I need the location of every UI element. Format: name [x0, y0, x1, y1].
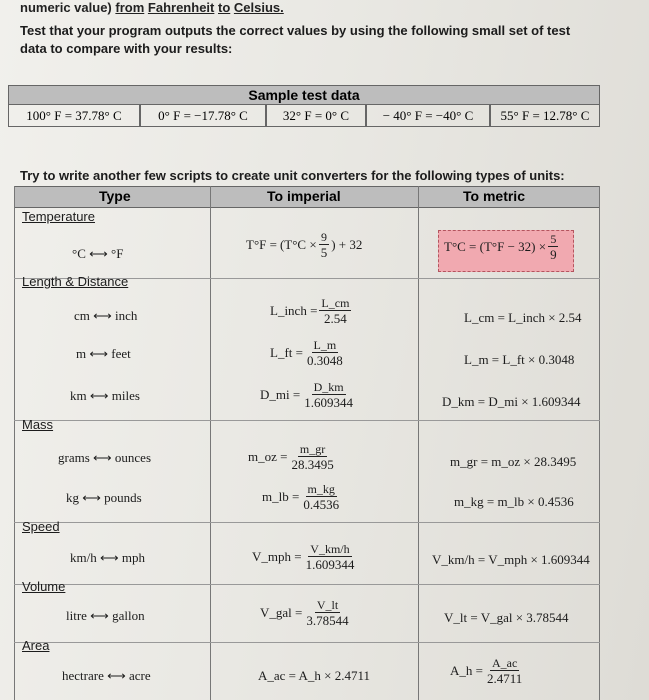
intro-line-1: Test that your program outputs the correct values by using the following small set of test [20, 23, 571, 38]
unit-hectare: hectrare ⟷ acre [62, 668, 151, 683]
formula-mph: V_mph = $\frac{V\_km/h}{1.609344}$ [252, 542, 355, 572]
formula-kg: m_kg = m_lb × 0.4536 [454, 494, 574, 509]
unit-kg: kg ⟷ pounds [66, 490, 142, 505]
formula-m: L_m = L_ft × 0.3048 [464, 352, 575, 367]
formula-ounces: m_oz = $\frac{m\_gr}{28.3495}$ [248, 442, 334, 472]
imp-lhs: T°F = [246, 237, 277, 252]
cut-line-from: from [115, 0, 145, 15]
formula-acre: A_ac = A_h × 2.4711 [258, 668, 371, 683]
section-area: Area [22, 638, 50, 653]
sample-cell: 100° F = 37.78° C [8, 105, 140, 127]
fraction: $\frac{9}{5}$ [320, 230, 328, 260]
formula-hectare: A_h = $\frac{A\_ac}{2.4711}$ [450, 656, 523, 686]
formula-to-fahrenheit [246, 230, 362, 260]
sample-cell: − 40° F = −40° C [366, 105, 490, 127]
formula-feet: L_ft = $\frac{L\_m}{0.3048}$ [270, 338, 343, 368]
intro-line-2: data to compare with your results: [20, 41, 233, 56]
formula-pounds: m_lb = $\frac{m\_kg}{0.4536}$ [262, 482, 340, 512]
section-temperature: Temperature [22, 209, 95, 224]
section-speed: Speed [22, 519, 60, 534]
formula-km: D_km = D_mi × 1.609344 [442, 394, 581, 409]
header-imperial: To imperial [267, 188, 341, 204]
cut-line-to: to [218, 0, 231, 15]
cut-line-prefix: numeric value) [20, 0, 112, 15]
header-type: Type [99, 188, 131, 204]
cut-line-fahrenheit: Fahrenheit [147, 0, 215, 15]
unit-kmh: km/h ⟷ mph [70, 550, 145, 565]
unit-temperature: °C ⟷ °F [72, 246, 124, 261]
formula-gallon: V_gal = $\frac{V\_lt}{3.78544}$ [260, 598, 349, 628]
unit-cm: cm ⟷ inch [74, 308, 138, 323]
formula-grams: m_gr = m_oz × 28.3495 [450, 454, 577, 469]
intro-paragraph [20, 22, 580, 58]
formula-to-celsius: T°C = (T°F − 32) × $\frac{5}{9}$ [444, 232, 557, 262]
table-header-row [14, 186, 600, 208]
formula-inch: L_inch = $\frac{L\_cm}{2.54}$ [270, 296, 350, 326]
header-metric: To metric [463, 188, 525, 204]
formula-cm: L_cm = L_inch × 2.54 [464, 310, 582, 325]
sample-cell: 0° F = −17.78° C [140, 105, 266, 127]
section-mass: Mass [22, 417, 54, 432]
formula-kmh: V_km/h = V_mph × 1.609344 [432, 552, 590, 567]
cut-off-line [20, 0, 284, 15]
unit-litre: litre ⟷ gallon [66, 608, 145, 623]
conversion-table [14, 186, 600, 700]
sample-cell: 55° F = 12.78° C [490, 105, 600, 127]
sample-cell: 32° F = 0° C [266, 105, 366, 127]
sample-table-title: Sample test data [8, 85, 600, 105]
section-volume: Volume [22, 579, 66, 594]
cut-line-celsius: Celsius. [233, 0, 284, 15]
unit-m: m ⟷ feet [76, 346, 131, 361]
section-length: Length & Distance [22, 274, 129, 289]
formula-miles: D_mi = $\frac{D\_km}{1.609344}$ [260, 380, 353, 410]
unit-grams: grams ⟷ ounces [58, 450, 152, 465]
imp-pre: (T°C × [279, 237, 317, 252]
unit-km: km ⟷ miles [70, 388, 140, 403]
try-instruction: Try to write another few scripts to create unit converters for the following types of units: [20, 168, 565, 183]
sample-table-row [8, 105, 600, 127]
formula-litre: V_lt = V_gal × 3.78544 [444, 610, 569, 625]
imp-post: ) + 32 [331, 237, 363, 252]
